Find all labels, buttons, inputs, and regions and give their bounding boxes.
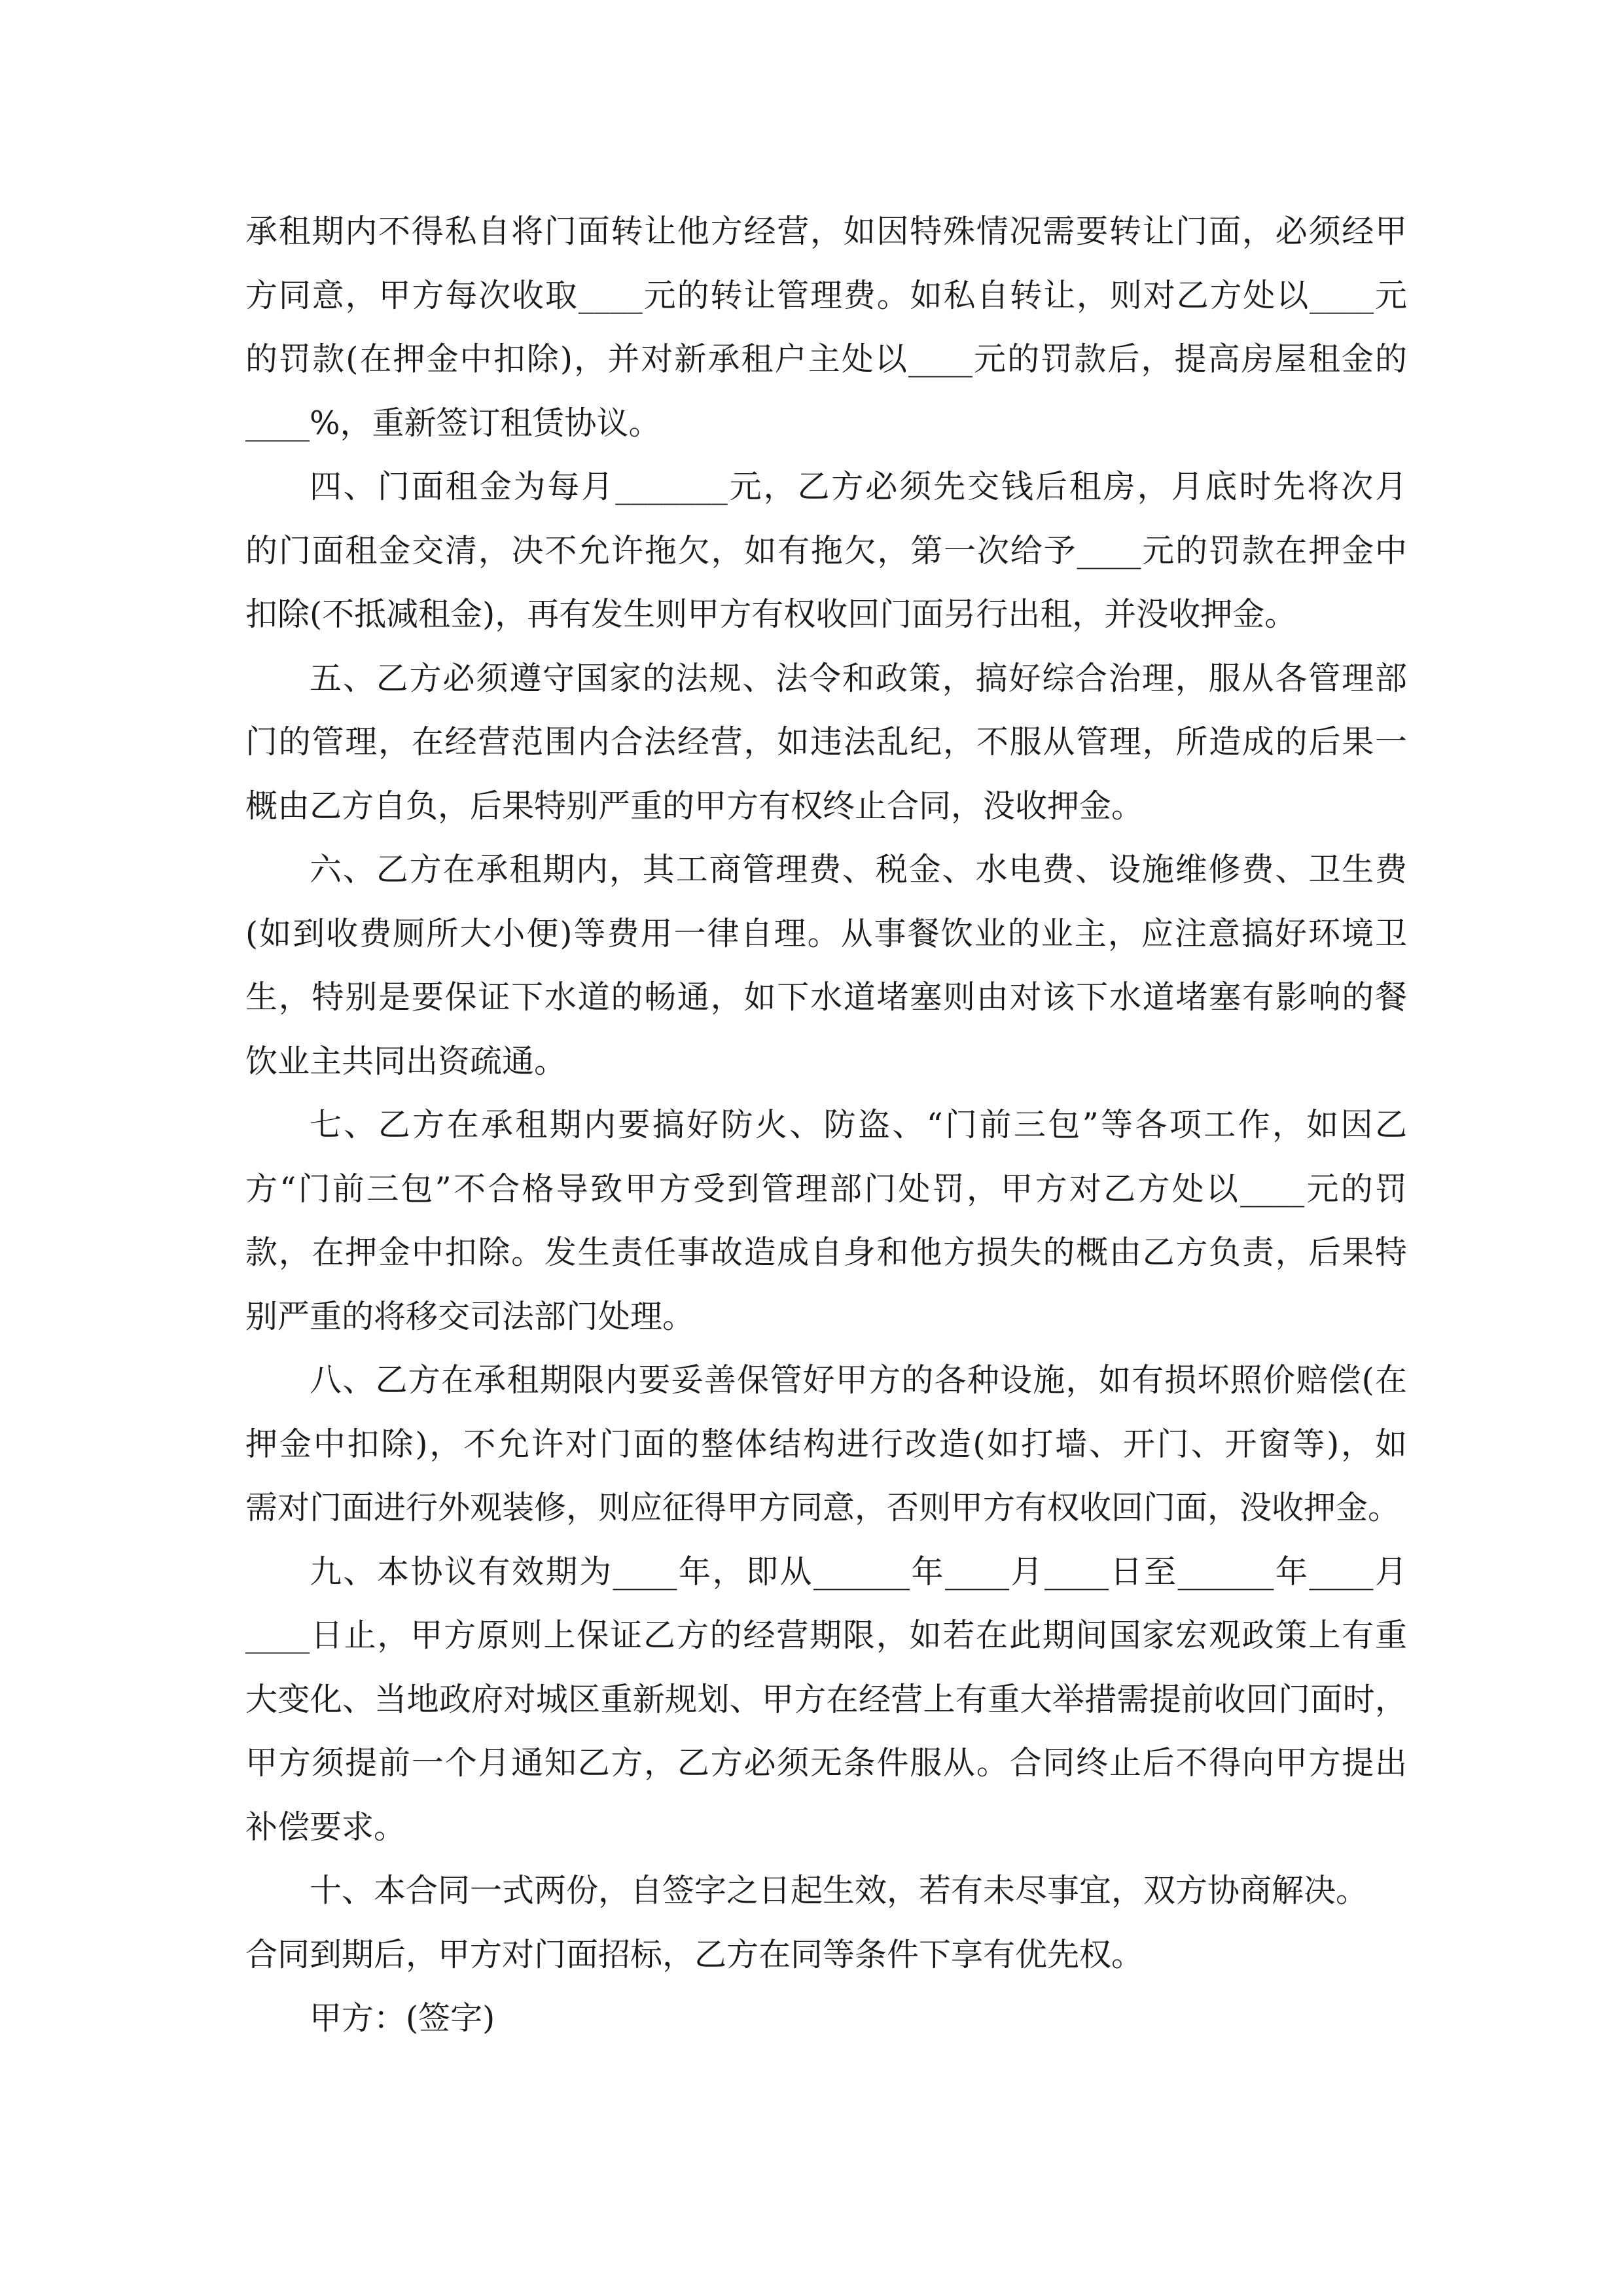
text-line: 九、本协议有效期为____年，即从______年____月____日至______年____月	[310, 1552, 1407, 1590]
paragraph-sublease-clause	[245, 200, 1407, 455]
text-line: ____%，重新签订租赁协议。	[245, 404, 661, 442]
paragraph-clause-6-fees	[245, 838, 1407, 1093]
text-line: 别严重的将移交司法部门处理。	[245, 1297, 695, 1335]
text-line: 方“门前三包”不合格导致甲方受到管理部门处罚，甲方对乙方处以____元的罚	[245, 1170, 1407, 1208]
signature-label: 甲方：(签字)	[310, 2000, 495, 2037]
paragraph-clause-10-effect	[245, 1859, 1407, 1986]
paragraph-clause-9-term	[245, 1540, 1407, 1859]
paragraph-clause-8-facilities	[245, 1348, 1407, 1540]
document-body	[245, 200, 1407, 2051]
text-line: 大变化、当地政府对城区重新规划、甲方在经营上有重大举措需提前收回门面时，	[245, 1680, 1407, 1718]
text-line: 生，特别是要保证下水道的畅通，如下水道堵塞则由对该下水道堵塞有影响的餐	[245, 978, 1407, 1016]
text-line: 甲方须提前一个月通知乙方，乙方必须无条件服从。合同终止后不得向甲方提出	[245, 1744, 1407, 1782]
text-line: 合同到期后，甲方对门面招标，乙方在同等条件下享有优先权。	[245, 1935, 1144, 1973]
text-line: 十、本合同一式两份，自签字之日起生效，若有未尽事宜，双方协商解决。	[310, 1872, 1368, 1909]
text-line: 八、乙方在承租期限内要妥善保管好甲方的各种设施，如有损坏照价赔偿(在	[310, 1361, 1407, 1399]
text-line: 六、乙方在承租期内，其工商管理费、税金、水电费、设施维修费、卫生费	[310, 851, 1407, 888]
text-line: ____日止，甲方原则上保证乙方的经营期限，如若在此期间国家宏观政策上有重	[245, 1617, 1407, 1654]
text-line: 饮业主共同出资疏通。	[245, 1042, 567, 1080]
text-line: 七、乙方在承租期内要搞好防火、防盗、“门前三包”等各项工作，如因乙	[310, 1106, 1407, 1143]
text-line: 扣除(不抵减租金)，再有发生则甲方有权收回门面另行出租，并没收押金。	[245, 596, 1297, 633]
text-line: 五、乙方必须遵守国家的法规、法令和政策，搞好综合治理，服从各管理部	[310, 659, 1407, 697]
text-line: 押金中扣除)，不允许对门面的整体结构进行改造(如打墙、开门、开窗等)，如	[245, 1425, 1407, 1463]
text-line: 的罚款(在押金中扣除)，并对新承租户主处以____元的罚款后，提高房屋租金的	[245, 340, 1407, 378]
text-line: 需对门面进行外观装修，则应征得甲方同意，否则甲方有权收回门面，没收押金。	[245, 1489, 1400, 1526]
paragraph-clause-5-compliance	[245, 647, 1407, 838]
paragraph-clause-7-safety	[245, 1093, 1407, 1348]
text-line: 概由乙方自负，后果特别严重的甲方有权终止合同，没收押金。	[245, 787, 1144, 825]
text-line: 的门面租金交清，决不允许拖欠，如有拖欠，第一次给予____元的罚款在押金中	[245, 531, 1407, 569]
text-line: 方同意，甲方每次收取____元的转让管理费。如私自转让，则对乙方处以____元	[245, 276, 1407, 314]
text-line: 承租期内不得私自将门面转让他方经营，如因特殊情况需要转让门面，必须经甲	[245, 213, 1407, 250]
paragraph-clause-4-rent	[245, 455, 1407, 647]
text-line: 四、门面租金为每月_______元，乙方必须先交钱后租房，月底时先将次月	[310, 468, 1407, 505]
text-line: 门的管理，在经营范围内合法经营，如违法乱纪，不服从管理，所造成的后果一	[245, 723, 1407, 761]
text-line: 补偿要求。	[245, 1808, 406, 1846]
text-line: (如到收费厕所大小便)等费用一律自理。从事餐饮业的业主，应注意搞好环境卫	[245, 914, 1407, 952]
signature-party-a	[245, 1986, 1407, 2051]
text-line: 款，在押金中扣除。发生责任事故造成自身和他方损失的概由乙方负责，后果特	[245, 1234, 1407, 1271]
